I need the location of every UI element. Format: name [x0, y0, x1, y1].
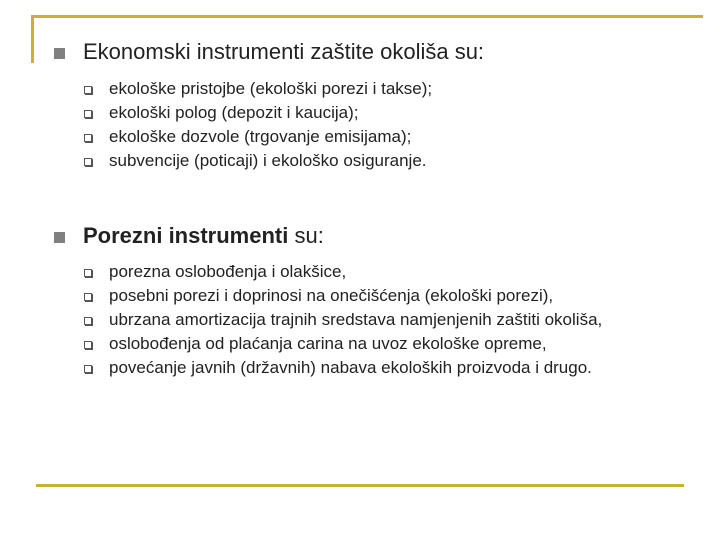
hollow-square-bullet-icon — [84, 293, 92, 301]
list-item-text: ekološki polog (depozit i kaucija); — [109, 103, 359, 122]
list-item — [0, 101, 689, 125]
list-item-text: posebni porezi i doprinosi na onečišćenja (ekološki porezi), — [109, 286, 554, 305]
hollow-square-bullet-icon — [84, 341, 92, 349]
square-bullet-icon — [54, 232, 65, 243]
list-item — [0, 149, 689, 173]
list-item — [0, 308, 689, 332]
section-heading — [83, 220, 324, 252]
list-item — [0, 260, 689, 284]
list-item — [0, 284, 689, 308]
list-item — [0, 125, 689, 149]
list-item — [0, 77, 689, 101]
hollow-square-bullet-icon — [84, 317, 92, 325]
section-heading: Ekonomski instrumenti zaštite okoliša su: — [83, 39, 485, 64]
section-heading-rest: su: — [288, 223, 324, 248]
list-item-text: ekološke dozvole (trgovanje emisijama); — [109, 127, 412, 146]
section-heading-bold: Porezni instrumenti — [83, 223, 289, 248]
frame-top-line — [31, 15, 703, 18]
hollow-square-bullet-icon — [84, 269, 92, 277]
list-item-text: porezna oslobođenja i olakšice, — [109, 262, 347, 281]
sub-list — [0, 260, 720, 380]
hollow-square-bullet-icon — [84, 365, 92, 373]
list-item-text: ubrzana amortizacija trajnih sredstava namjenjenih zaštiti okoliša, — [109, 310, 603, 329]
list-item-text: oslobođenja od plaćanja carina na uvoz ekološke opreme, — [109, 334, 547, 353]
hollow-square-bullet-icon — [84, 158, 92, 166]
hollow-square-bullet-icon — [84, 110, 92, 118]
list-item — [0, 332, 689, 356]
section-economic-instruments — [0, 36, 720, 173]
list-item-text: subvencije (poticaji) i ekološko osiguranje. — [109, 151, 427, 170]
frame-bottom-line — [36, 484, 684, 487]
hollow-square-bullet-icon — [84, 134, 92, 142]
square-bullet-icon — [54, 48, 65, 59]
section-heading-row — [0, 36, 720, 70]
section-heading-row — [0, 220, 720, 254]
section-tax-instruments — [0, 220, 720, 380]
hollow-square-bullet-icon — [84, 86, 92, 94]
list-item-text: povećanje javnih (državnih) nabava ekoloških proizvoda i drugo. — [109, 358, 592, 377]
list-item-text: ekološke pristojbe (ekološki porezi i takse); — [109, 79, 433, 98]
list-item — [0, 356, 689, 380]
sub-list — [0, 77, 720, 173]
